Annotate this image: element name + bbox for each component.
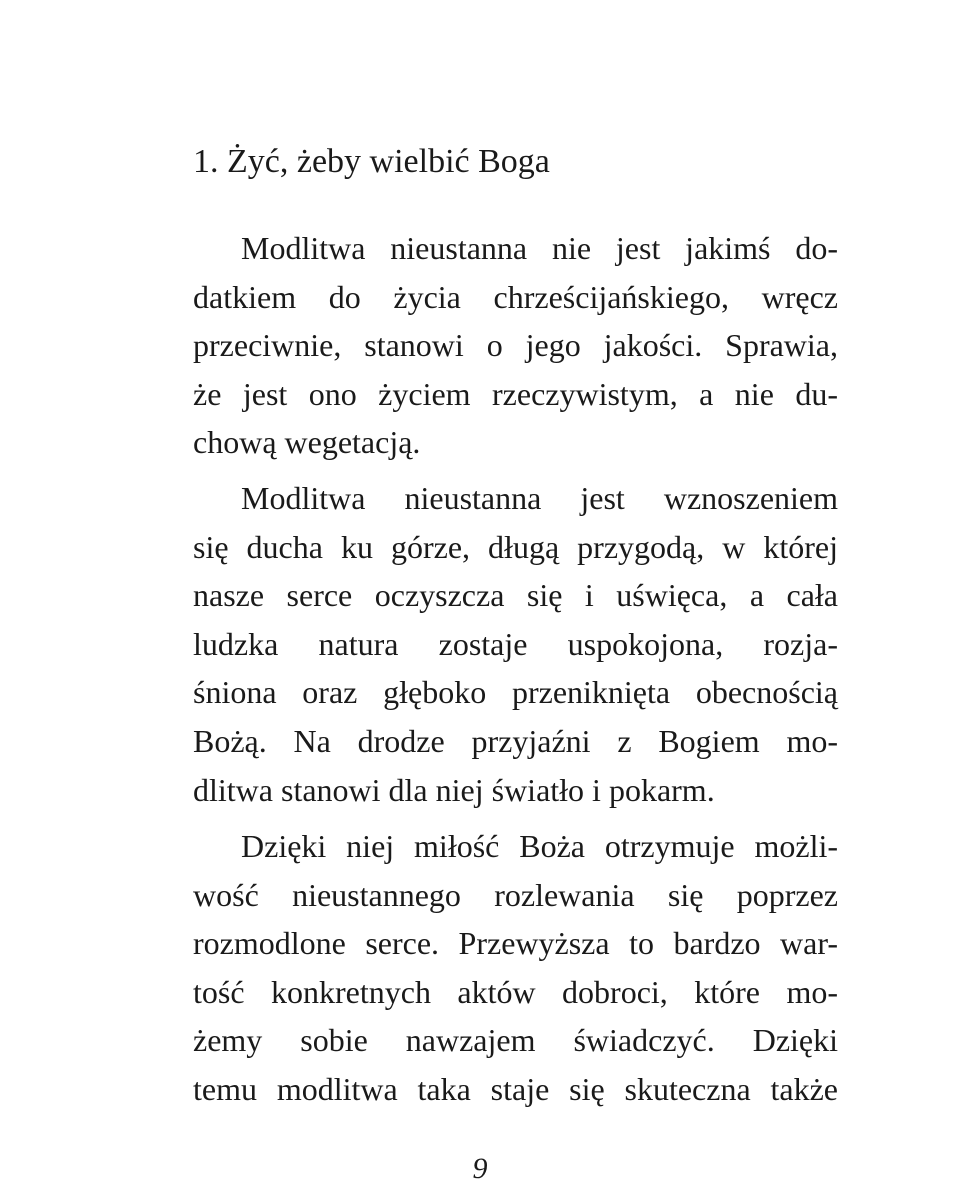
text-line: Modlitwa nieustanna nie jest jakimś do- [241,230,838,266]
text-line: że jest ono życiem rzeczywistym, a nie du- [193,375,838,412]
text-line: datkiem do życia chrześcijańskiego, wręcz [193,278,838,315]
page-number: 9 [472,1152,488,1185]
chapter-title: 1. Żyć, żeby wielbić Boga [193,143,550,180]
text-line: Dzięki niej miłość Boża otrzymuje możli- [241,828,838,864]
text-line: się ducha ku górze, długą przygodą, w której [193,528,838,565]
text-line: żemy sobie nawzajem świadczyć. Dzięki [193,1022,838,1059]
paragraph [193,822,838,1114]
text-line: tość konkretnych aktów dobroci, które mo- [193,973,838,1010]
text-line: rozmodlone serce. Przewyższa to bardzo war- [193,925,838,962]
text-line: temu modlitwa taka staje się skuteczna także [193,1070,838,1107]
text-line: Bożą. Na drodze przyjaźni z Bogiem mo- [193,722,838,759]
paragraph [193,474,838,814]
text-line: Modlitwa nieustanna jest wznoszeniem [241,480,838,516]
text-line: dlitwa stanowi dla niej światło i pokarm. [193,771,715,808]
text-line: wość nieustannego rozlewania się poprzez [193,876,838,913]
text-line: przeciwnie, stanowi o jego jakości. Sprawia, [193,327,838,364]
text-line: śniona oraz głęboko przeniknięta obecnością [193,674,838,711]
text-line: ludzka natura zostaje uspokojona, rozja- [193,625,838,662]
text-line: nasze serce oczyszcza się i uświęca, a cała [193,577,838,614]
paragraph [193,224,838,467]
text-line: chową wegetacją. [193,424,421,461]
